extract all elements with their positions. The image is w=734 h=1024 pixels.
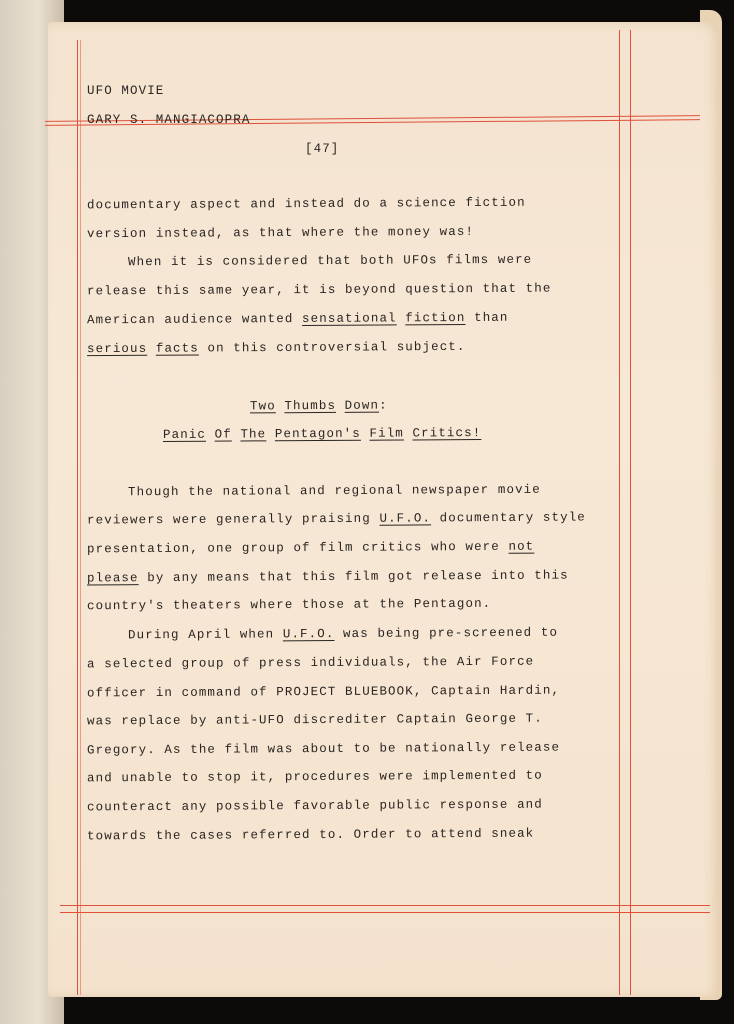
text-segment: reviewers were generally praising [86, 511, 380, 528]
underlined-text: serious [86, 341, 148, 357]
underlined-text: sensational [301, 311, 397, 326]
text-segment: presentation, one group of film critics who were [86, 539, 509, 557]
text-segment: version instead, as that where the money was! [86, 224, 475, 242]
text-segment: on this controversial subject. [198, 339, 466, 356]
underlined-text: Two [249, 399, 276, 414]
text-line [87, 282, 552, 299]
underlined-text: not [508, 539, 535, 554]
text-segment: officer in command of PROJECT BLUEBOOK, Captain Hardin, [86, 683, 561, 701]
text-segment: American audience wanted [86, 311, 303, 328]
underlined-text: Film [369, 426, 404, 441]
text-segment: a selected group of press individuals, the Air Force [86, 654, 535, 672]
text-segment [336, 399, 345, 413]
doc-title: UFO MOVIE [87, 84, 165, 98]
underlined-text: please [86, 571, 139, 586]
text-line [128, 626, 558, 643]
text-line [87, 225, 474, 241]
margin-rule-left-2 [80, 40, 81, 995]
text-line [87, 798, 543, 815]
footer-rule-2 [60, 912, 710, 913]
underlined-text: Pentagon's [274, 426, 361, 442]
text-segment: counteract any possible favorable public response and [86, 797, 543, 815]
text-segment: release this same year, it is beyond question that the [86, 281, 552, 299]
text-segment: documentary style [431, 510, 586, 526]
text-segment [147, 342, 156, 356]
underlined-text: Thumbs [284, 398, 337, 414]
text-segment: : [379, 398, 388, 413]
text-line [87, 684, 560, 701]
text-line [87, 540, 534, 557]
text-segment: was being pre-screened to [334, 625, 559, 642]
text-segment [206, 428, 215, 442]
page-number: [47] [305, 142, 340, 156]
text-line [250, 399, 388, 414]
text-line [87, 712, 543, 729]
text-line [87, 827, 534, 844]
footer-rule [60, 905, 710, 906]
underlined-text: facts [155, 341, 199, 356]
underlined-text: Down [344, 398, 380, 413]
text-segment [404, 426, 413, 440]
underlined-text: Of [214, 427, 232, 442]
text-line [128, 483, 541, 500]
text-segment: towards the cases referred to. Order to attend sneak [86, 826, 535, 844]
margin-rule-right-2 [630, 30, 631, 995]
text-line [87, 569, 569, 586]
text-segment [266, 427, 275, 441]
text-line [87, 340, 466, 356]
text-line [87, 741, 560, 758]
text-segment: was replace by anti-UFO discrediter Captain George T. [86, 711, 543, 729]
text-segment: by any means that this film got release into this [138, 568, 569, 586]
text-segment: Gregory. As the film was about to be nationally release [86, 740, 561, 758]
text-line [87, 597, 491, 613]
underlined-text: Critics! [412, 426, 482, 441]
text-line [87, 769, 543, 786]
text-segment: Though the national and regional newspaper movie [127, 482, 541, 500]
text-segment: documentary aspect and instead do a science fiction [86, 195, 526, 213]
text-line [163, 426, 481, 442]
text-line [128, 253, 532, 269]
text-line [87, 311, 509, 328]
underlined-text: U.F.O. [282, 627, 335, 642]
text-segment: During April when [127, 627, 283, 643]
text-segment: than [465, 310, 509, 325]
margin-rule-right [619, 30, 620, 995]
text-line [87, 655, 534, 672]
doc-author: GARY S. MANGIACOPRA [87, 113, 251, 127]
text-segment: and unable to stop it, procedures were implemented to [86, 768, 543, 786]
margin-rule-left [77, 40, 78, 995]
underlined-text: fiction [405, 310, 466, 326]
underlined-text: U.F.O. [379, 511, 432, 526]
underlined-text: Panic [162, 427, 207, 442]
text-segment: country's theaters where those at the Pentagon. [86, 596, 492, 614]
text-line [87, 196, 526, 213]
text-segment: When it is considered that both UFOs films were [127, 252, 533, 270]
underlined-text: The [240, 427, 267, 442]
